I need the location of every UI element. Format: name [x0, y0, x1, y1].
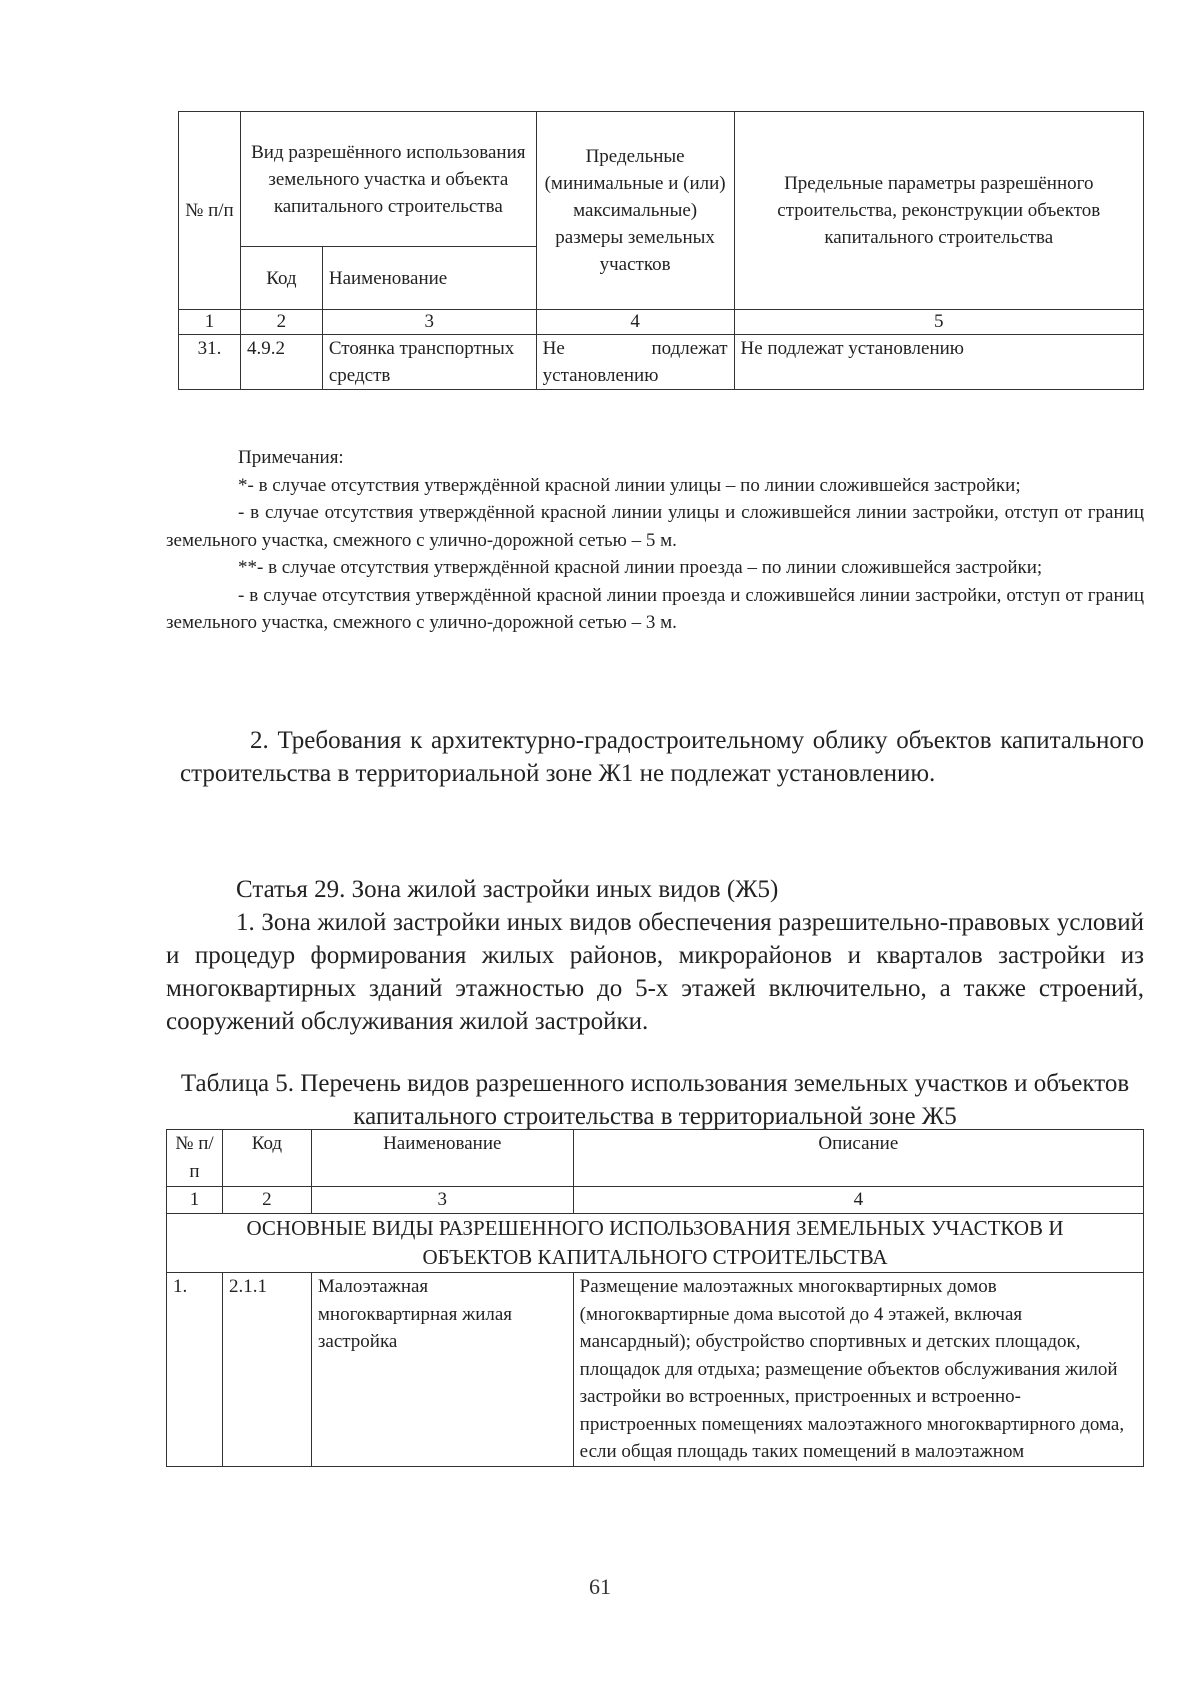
- row-kod: 2.1.1: [222, 1273, 311, 1467]
- col-number: 2: [222, 1187, 311, 1214]
- group-row: [167, 1214, 1144, 1273]
- article-body: 1. Зона жилой застройки иных видов обеспечения разрешительно-правовых условий и процедур формирования жилых районов, микрорайонов и кварталов застройки из многоквартирных зданий этажностью до 5-х этажей включительно, а также строений, сооружений обслуживания жилой застройки.: [166, 909, 1144, 1035]
- column-numbers-row: [167, 1187, 1144, 1214]
- table-header-row: [167, 1130, 1144, 1187]
- header-razmery: Предельные (минимальные и (или) максимальные) размеры земельных участков: [536, 112, 734, 310]
- row-razmery-text: Не подлежат установлению: [542, 338, 728, 386]
- page-number: 61: [589, 1574, 611, 1599]
- row-kod: 4.9.2: [240, 335, 322, 390]
- col-number: 3: [322, 310, 536, 335]
- col-number: 3: [311, 1187, 573, 1214]
- article-29: [166, 873, 1144, 1038]
- note-item: - в случае отсутствия утверждённой красной линии улицы и сложившейся линии застройки, отступ от границ земельного участка, смежного с улично-дорожной сетью – 5 м.: [166, 502, 1144, 551]
- header-kod: Код: [240, 247, 322, 310]
- column-numbers-row: [179, 310, 1144, 335]
- row-num: 1.: [167, 1273, 223, 1467]
- col-number: 1: [179, 310, 241, 335]
- note-item: **- в случае отсутствия утверждённой красной линии проезда – по линии сложившейся застройки;: [238, 557, 1043, 578]
- group-title: ОСНОВНЫЕ ВИДЫ РАЗРЕШЕННОГО ИСПОЛЬЗОВАНИЯ ЗЕМЕЛЬНЫХ УЧАСТКОВ И ОБЪЕКТОВ КАПИТАЛЬНОГО СТРОИТЕЛЬСТВА: [167, 1214, 1144, 1273]
- col-number: 1: [167, 1187, 223, 1214]
- row-num: 31.: [179, 335, 241, 390]
- table-caption: Таблица 5. Перечень видов разрешенного использования земельных участков и объектов капитального строительства в территориальной зоне Ж5: [180, 1070, 1130, 1130]
- note-item: - в случае отсутствия утверждённой красной линии проезда и сложившейся линии застройки, отступ от границ земельного участка, смежного с улично-дорожной сетью – 3 м.: [166, 584, 1144, 633]
- header-kod: Код: [222, 1130, 311, 1187]
- section-2-paragraph: [180, 724, 1144, 790]
- parameters-table: [178, 111, 1144, 390]
- row-opis: Размещение малоэтажных многоквартирных домов (многоквартирные дома высотой до 4 этажей, включая мансардный); обустройство спортивных и детских площадок, площадок для отдыха; размещение объектов обслуживания жилой застройки во встроенных, пристроенных и встроенно-пристроенных помещениях малоэтажного многоквартирного дома, если общая площадь таких помещений в малоэтажном: [573, 1273, 1143, 1467]
- header-naim: Наименование: [311, 1130, 573, 1187]
- header-opis: Описание: [573, 1130, 1143, 1187]
- row-naim: Малоэтажная многоквартирная жилая застройка: [311, 1273, 573, 1467]
- col-number: 4: [573, 1187, 1143, 1214]
- header-naim: Наименование: [322, 247, 536, 310]
- col-number: 5: [734, 310, 1143, 335]
- col-number: 2: [240, 310, 322, 335]
- header-num: № п/п: [167, 1130, 223, 1187]
- notes-title: Примечания:: [238, 447, 344, 468]
- note-item: *- в случае отсутствия утверждённой красной линии улицы – по линии сложившейся застройки;: [238, 474, 1021, 496]
- header-parametry: Предельные параметры разрешённого строительства, реконструкции объектов капитального строительства: [734, 112, 1143, 310]
- table-header-row: [179, 112, 1144, 247]
- header-vid: Вид разрешённого использования земельного участка и объекта капитального строительства: [240, 112, 536, 247]
- header-num: № п/п: [179, 112, 241, 310]
- zone-uses-table: [166, 1129, 1144, 1467]
- row-razmery: [536, 335, 734, 390]
- col-number: 4: [536, 310, 734, 335]
- table-row: [179, 335, 1144, 390]
- table-row: [167, 1273, 1144, 1467]
- section-2-text: 2. Требования к архитектурно-градостроительному облику объектов капитального строительства в территориальной зоне Ж1 не подлежат установлению.: [180, 727, 1144, 787]
- row-naim: Стоянка транспортных средств: [322, 335, 536, 390]
- notes: [166, 444, 1144, 637]
- row-parametry: Не подлежат установлению: [734, 335, 1143, 390]
- article-heading: Статья 29. Зона жилой застройки иных видов (Ж5): [236, 876, 779, 903]
